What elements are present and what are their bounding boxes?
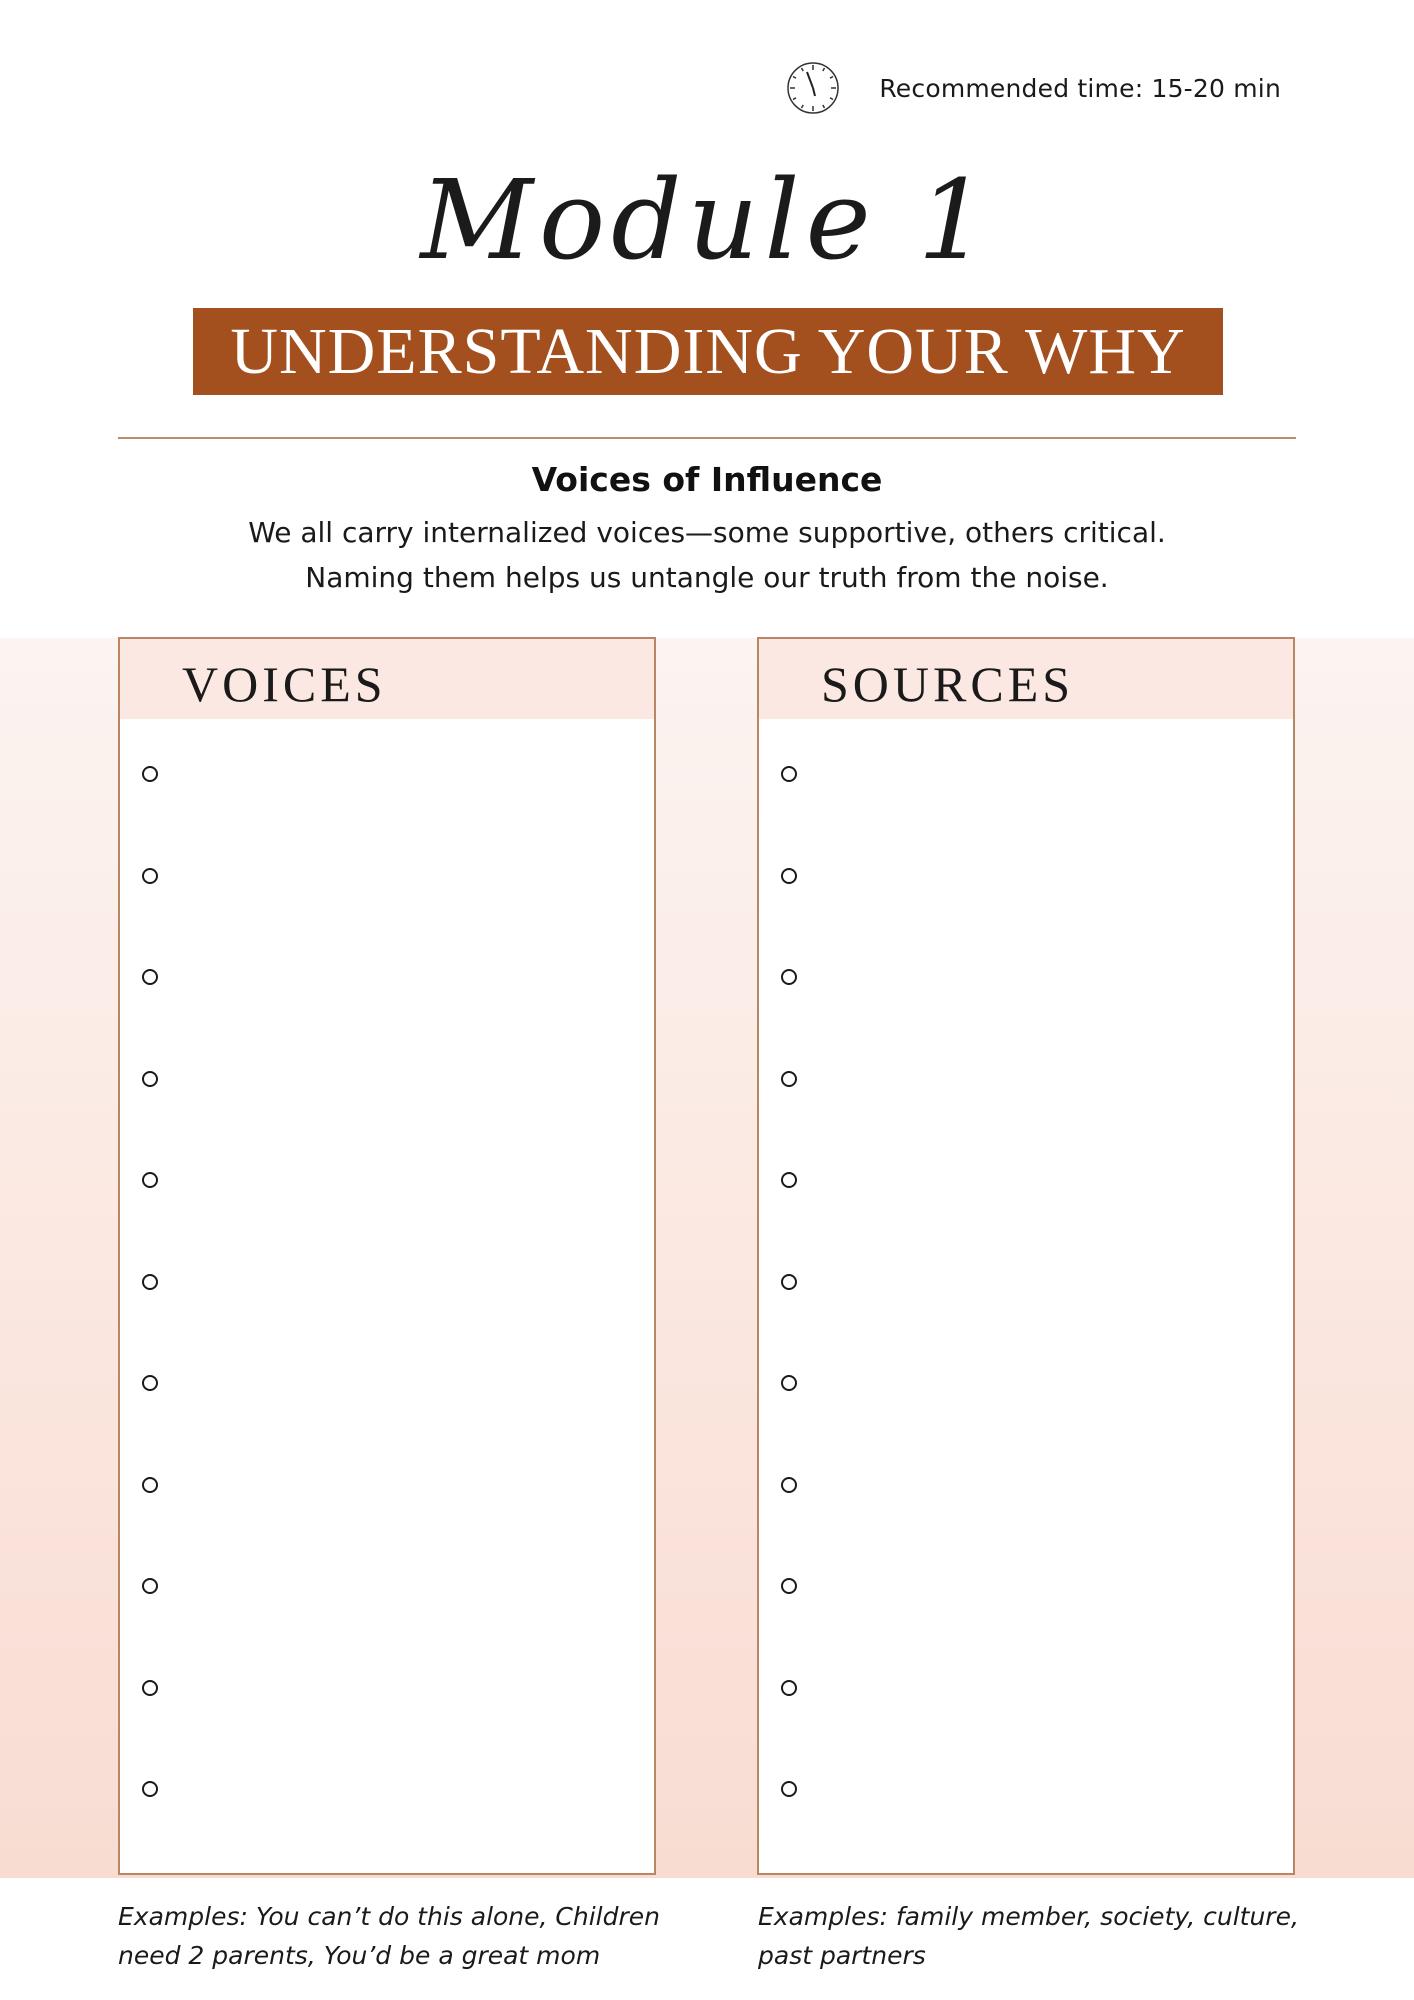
bullet-circle — [781, 1578, 797, 1594]
voices-heading: VOICES — [182, 656, 387, 712]
bullet-circle — [781, 969, 797, 985]
bullet-circle — [781, 868, 797, 884]
voices-examples — [118, 1897, 678, 1975]
bullet-circle — [781, 1172, 797, 1188]
bullet-circle — [142, 1578, 158, 1594]
bullet-circle — [142, 1477, 158, 1493]
bullet-circle — [142, 1680, 158, 1696]
examples-line: past partners — [758, 1941, 926, 1970]
bullet-circle — [142, 868, 158, 884]
section-intro — [0, 510, 1414, 600]
bullet-circle — [142, 1274, 158, 1290]
intro-line: We all carry internalized voices—some supportive, others critical. — [248, 516, 1166, 549]
sources-bullet-list — [759, 639, 1293, 1873]
bullet-circle — [781, 766, 797, 782]
divider-rule — [118, 437, 1296, 439]
voices-panel — [118, 637, 656, 1875]
sources-heading: SOURCES — [821, 656, 1075, 712]
sources-examples — [758, 1897, 1318, 1975]
bullet-circle — [781, 1680, 797, 1696]
bullet-circle — [142, 1071, 158, 1087]
section-title: Voices of Influence — [531, 460, 883, 499]
recommended-time-label: Recommended time: 15-20 min — [879, 73, 1281, 103]
intro-line: Naming them helps us untangle our truth from the noise. — [305, 561, 1109, 594]
examples-line: Examples: family member, society, culture, — [758, 1902, 1299, 1931]
bullet-circle — [142, 1375, 158, 1391]
bullet-circle — [142, 969, 158, 985]
bullet-circle — [781, 1477, 797, 1493]
recommended-time-bar — [785, 60, 1281, 116]
bullet-circle — [142, 1781, 158, 1797]
bullet-circle — [142, 766, 158, 782]
examples-line: Examples: You can’t do this alone, Children — [118, 1902, 660, 1931]
examples-line: need 2 parents, You’d be a great mom — [118, 1941, 601, 1970]
bullet-circle — [781, 1274, 797, 1290]
bullet-circle — [781, 1071, 797, 1087]
bullet-circle — [781, 1781, 797, 1797]
module-title: Module 1 — [420, 156, 994, 284]
clock-icon — [785, 60, 841, 116]
bullet-circle — [781, 1375, 797, 1391]
voices-bullet-list — [120, 639, 654, 1873]
sources-panel — [757, 637, 1295, 1875]
bullet-circle — [142, 1172, 158, 1188]
banner-title: UNDERSTANDING YOUR WHY — [193, 308, 1223, 395]
